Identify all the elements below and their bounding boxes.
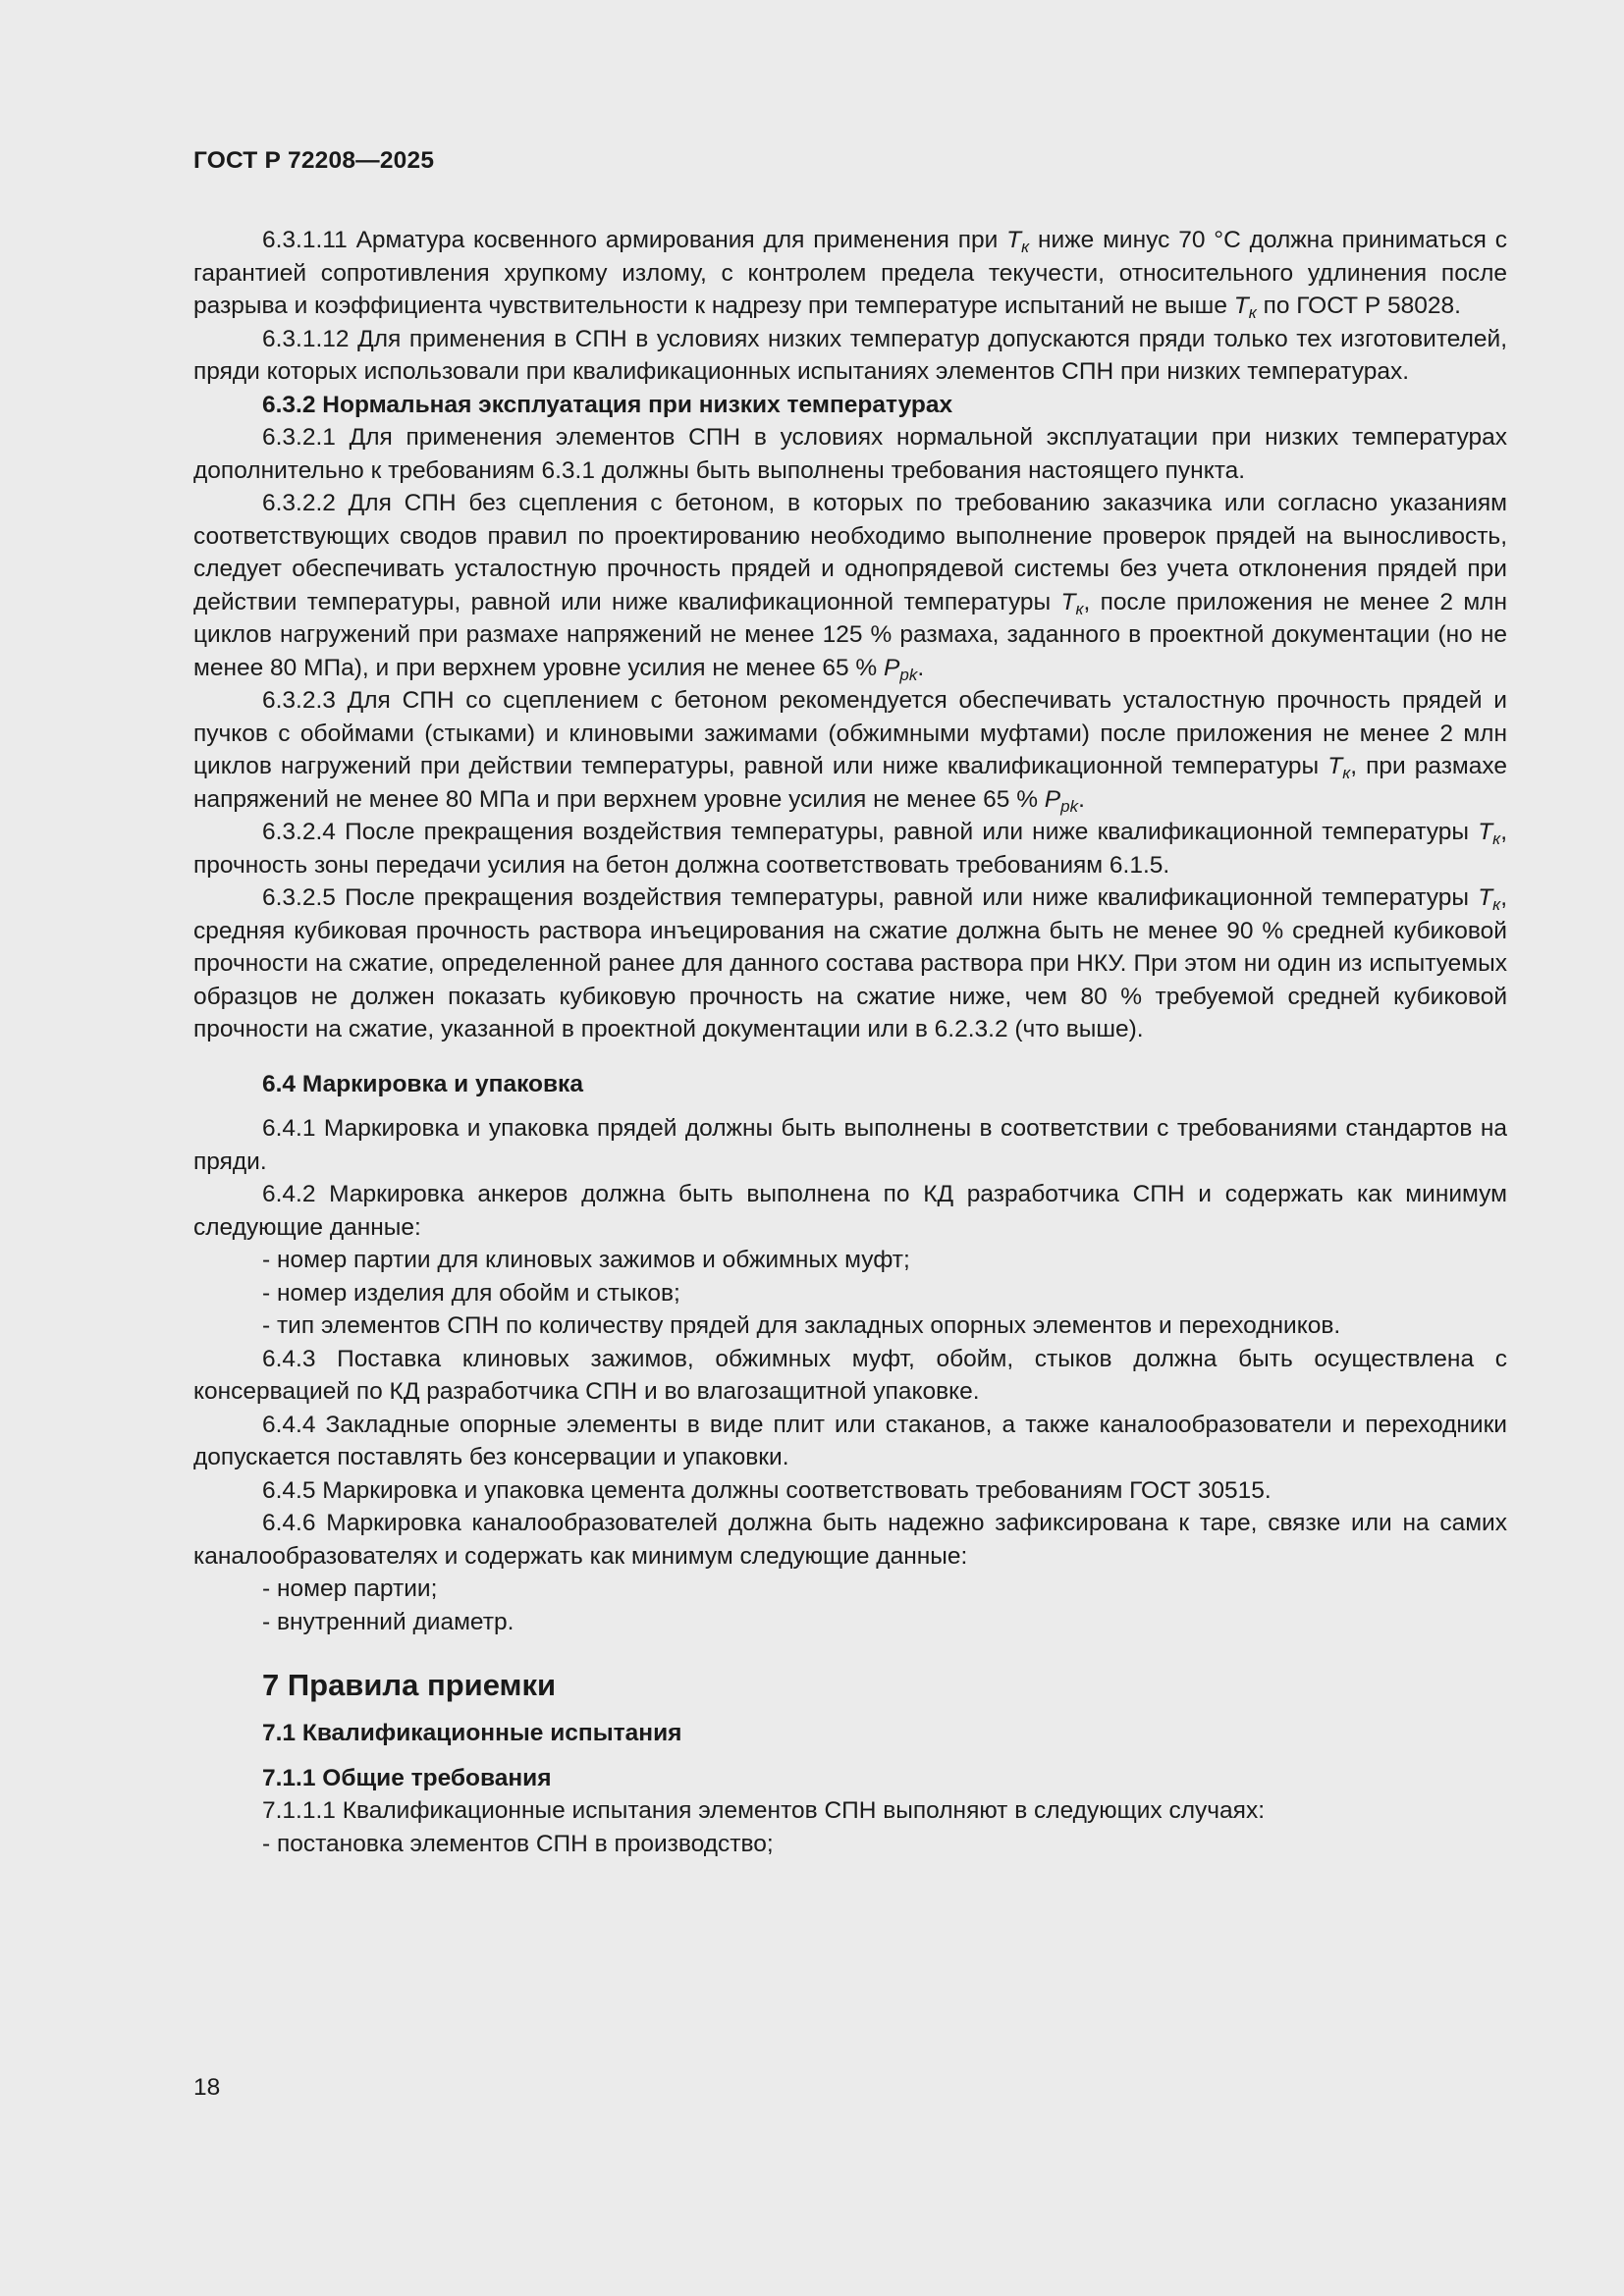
paragraph-6-3-2-1: 6.3.2.1 Для применения элементов СПН в условиях нормальной эксплуатации при низких температурах дополнительно к требованиям 6.3.1 должны быть выполнены требования настоящего пункта. bbox=[193, 424, 1507, 484]
heading-6-3-2: 6.3.2 Нормальная эксплуатация при низких температурах bbox=[262, 391, 953, 418]
heading-7-1-1: 7.1.1 Общие требования bbox=[262, 1764, 552, 1791]
list-item: - тип элементов СПН по количеству прядей для закладных опорных элементов и переходников. bbox=[262, 1312, 1341, 1339]
paragraph-6-3-2-4: 6.3.2.4 После прекращения воздействия температуры, равной или ниже квалификационной температуры $T_к$, прочность зоны передачи усилия на бетон должна соответствовать требованиям 6.1.5. bbox=[193, 819, 1507, 879]
paragraph-6-4-1: 6.4.1 Маркировка и упаковка прядей должны быть выполнены в соответствии с требованиями стандартов на пряди. bbox=[193, 1115, 1507, 1175]
list-item: - постановка элементов СПН в производство; bbox=[262, 1830, 774, 1857]
paragraph-6-4-4: 6.4.4 Закладные опорные элементы в виде плит или стаканов, а также каналообразователи и переходники допускается поставлять без консервации и упаковки. bbox=[193, 1411, 1507, 1470]
paragraph-6-4-5: 6.4.5 Маркировка и упаковка цемента должны соответствовать требованиям ГОСТ 30515. bbox=[262, 1476, 1272, 1504]
paragraph-6-3-1-12: 6.3.1.12 Для применения в СПН в условиях низких температур допускаются пряди только тех изготовителей, пряди которых использовали при квалификационных испытаниях элементов СПН при низких температурах. bbox=[193, 325, 1507, 385]
paragraph-6-4-2: 6.4.2 Маркировка анкеров должна быть выполнена по КД разработчика СПН и содержать как минимум следующие данные: bbox=[193, 1181, 1507, 1241]
list-item: - номер партии для клиновых зажимов и обжимных муфт; bbox=[262, 1247, 910, 1273]
document-body bbox=[193, 224, 1507, 1860]
list-item: - внутренний диаметр. bbox=[262, 1608, 514, 1635]
page-number: 18 bbox=[193, 2074, 221, 2101]
document-page bbox=[193, 0, 1507, 2296]
paragraph-7-1-1-1: 7.1.1.1 Квалификационные испытания элементов СПН выполняют в следующих случаях: bbox=[262, 1797, 1265, 1824]
list-item: - номер изделия для обойм и стыков; bbox=[262, 1279, 680, 1307]
heading-7-1: 7.1 Квалификационные испытания bbox=[262, 1720, 682, 1746]
paragraph-6-4-3: 6.4.3 Поставка клиновых зажимов, обжимных муфт, обойм, стыков должна быть осуществлена с консервацией по КД разработчика СПН и во влагозащитной упаковке. bbox=[193, 1345, 1507, 1405]
paragraph-6-3-2-2: 6.3.2.2 Для СПН без сцепления с бетоном, в которых по требованию заказчика или согласно указаниям соответствующих сводов правил по проектированию необходимо выполнение проверок прядей на выносливость, следует обеспечивать усталостную прочность прядей и однопрядевой системы без учета отклонения прядей при действии температуры, равной или ниже квалификационной температуры $T_к$, после приложения не менее 2 млн циклов нагружений при размахе напряжений не менее 125 % размаха, заданного в проектной документации (но не менее 80 МПа), и при верхнем уровне усилия не менее 65 % $P_{pk}$. bbox=[193, 490, 1507, 684]
paragraph-6-3-1-11: 6.3.1.11 Арматура косвенного армирования для применения при $T_к$ ниже минус 70 °С должна приниматься с гарантией сопротивления хрупкому излому, с контролем предела текучести, относительного удлинения после разрыва и коэффициента чувствительности к надрезу при температуре испытаний не выше $T_к$ по ГОСТ Р 58028. bbox=[193, 227, 1507, 322]
document-header: ГОСТ Р 72208—2025 bbox=[193, 147, 435, 174]
heading-6-4: 6.4 Маркировка и упаковка bbox=[262, 1070, 583, 1097]
paragraph-6-4-6: 6.4.6 Маркировка каналообразователей должна быть надежно зафиксирована к таре, связке или на самих каналообразователях и содержать как минимум следующие данные: bbox=[193, 1510, 1507, 1570]
paragraph-6-3-2-3: 6.3.2.3 Для СПН со сцеплением с бетоном рекомендуется обеспечивать усталостную прочность прядей и пучков с обоймами (стыками) и клиновыми зажимами (обжимными муфтами) после приложения не менее 2 млн циклов нагружений при действии температуры, равной или ниже квалификационной температуры $T_к$, при размахе напряжений не менее 80 МПа и при верхнем уровне усилия не менее 65 % $P_{pk}$. bbox=[193, 687, 1507, 816]
list-item: - номер партии; bbox=[262, 1575, 438, 1602]
paragraph-6-3-2-5: 6.3.2.5 После прекращения воздействия температуры, равной или ниже квалификационной температуры $T_к$, средняя кубиковая прочность раствора инъецирования на сжатие должна быть не менее 90 % средней кубиковой прочности на сжатие, определенной ранее для данного состава раствора при НКУ. При этом ни один из испытуемых образцов не должен показать кубиковую прочность на сжатие ниже, чем 80 % требуемой средней кубиковой прочности на сжатие, указанной в проектной документации или в 6.2.3.2 (что выше). bbox=[193, 884, 1507, 1042]
heading-7: 7 Правила приемки bbox=[262, 1668, 557, 1702]
